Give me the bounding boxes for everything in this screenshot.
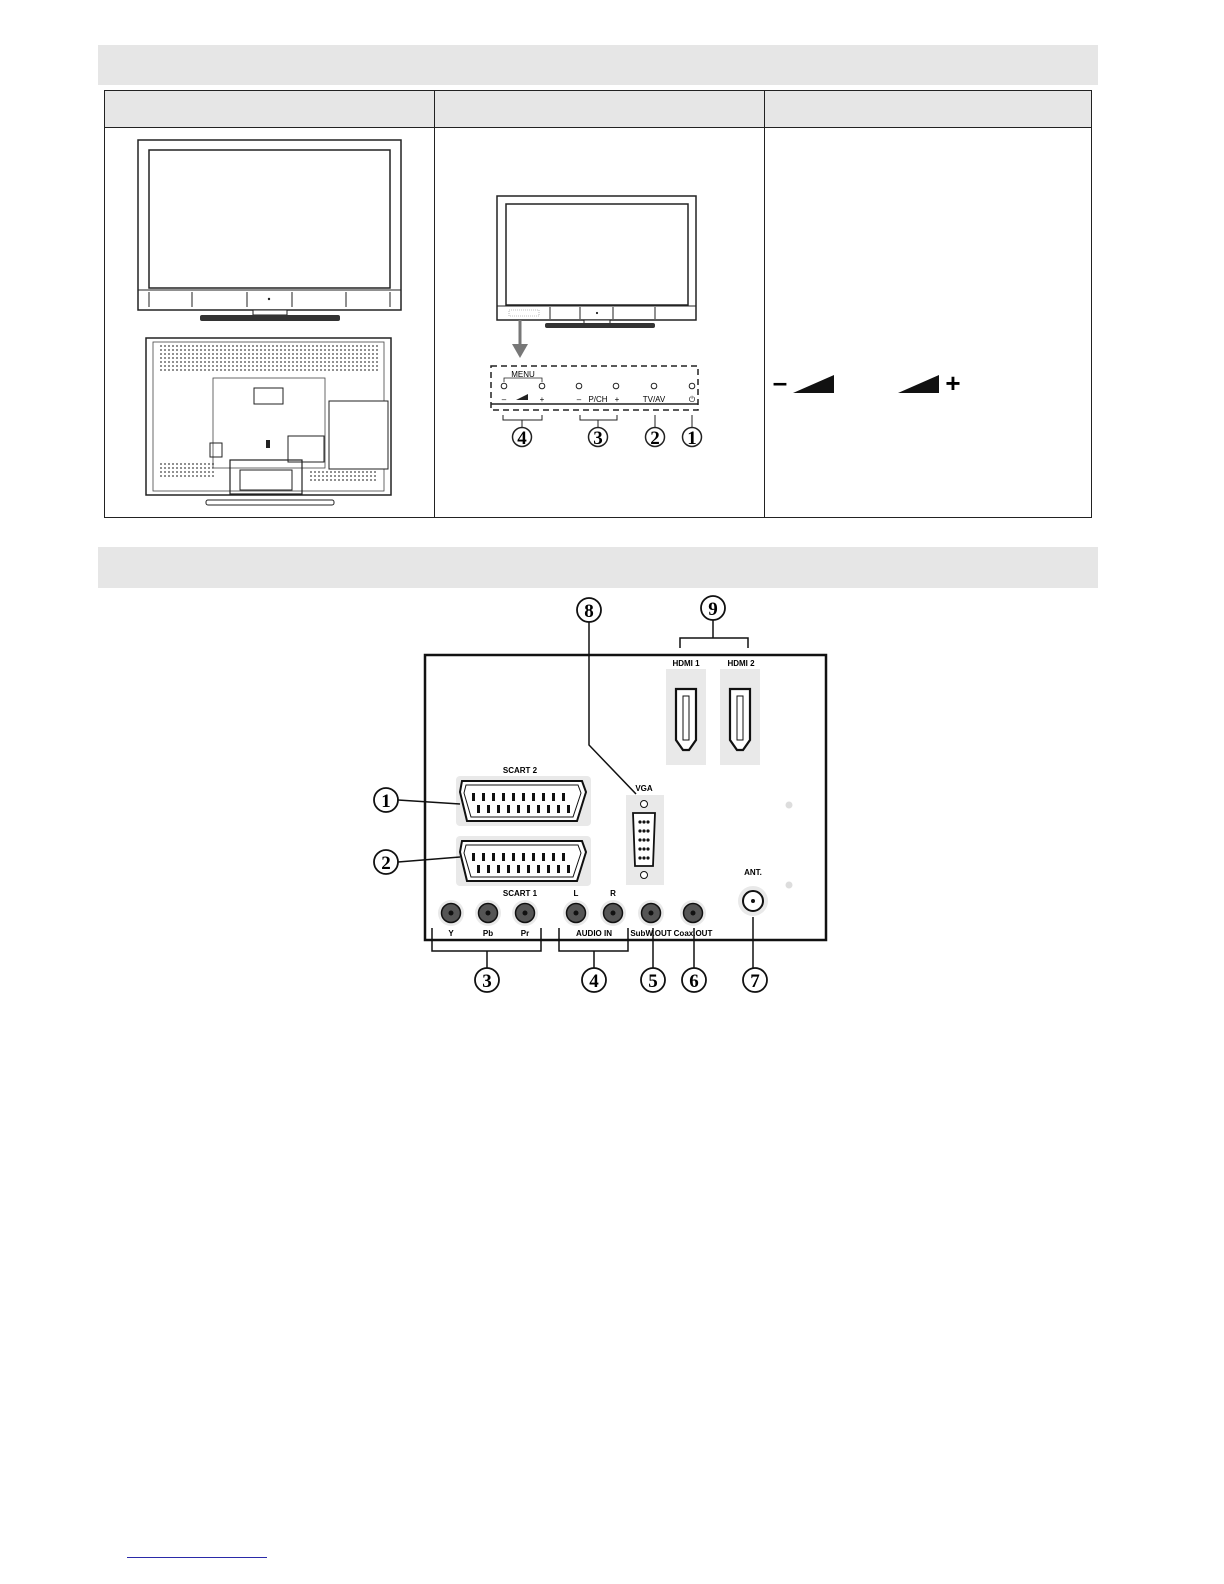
- connection-callout-6: 6: [689, 971, 699, 992]
- pch-plus-label: +: [614, 395, 620, 404]
- coax-out-label: Coax.OUT: [673, 929, 713, 938]
- subw-out-label: SubW.OUT: [630, 929, 672, 938]
- connection-callout-4: 4: [589, 971, 599, 992]
- volume-plus-sign: +: [945, 368, 961, 398]
- ant-label: ANT.: [744, 868, 762, 877]
- menu-label: MENU: [511, 370, 535, 379]
- tvav-label: TV/AV: [642, 395, 666, 404]
- pch-label: P/CH: [588, 395, 608, 404]
- menu-plus-label: +: [539, 395, 545, 404]
- connection-callout-3: 3: [482, 971, 492, 992]
- connection-callout-8: 8: [584, 601, 594, 622]
- connection-callout-7: 7: [750, 971, 760, 992]
- pch-minus-label: –: [576, 395, 582, 404]
- scart1-label: SCART 1: [502, 889, 538, 898]
- callout-3: 3: [593, 428, 603, 449]
- hdmi2-label: HDMI 2: [727, 659, 755, 668]
- hdmi2-connector: [720, 659, 760, 765]
- audio-in-label: AUDIO IN: [576, 929, 612, 938]
- hdmi1-connector: [666, 659, 706, 765]
- pr-label: Pr: [520, 929, 530, 938]
- connection-callout-2: 2: [381, 853, 391, 874]
- connection-callout-1: 1: [381, 791, 391, 812]
- power-icon: ⏻: [688, 395, 696, 404]
- audio-l-label: L: [573, 889, 579, 898]
- audio-r-label: R: [610, 889, 616, 898]
- connection-callout-9: 9: [708, 599, 718, 620]
- vga-label: VGA: [635, 784, 653, 793]
- pb-label: Pb: [482, 929, 494, 938]
- callout-1: 1: [687, 428, 697, 449]
- footer-rule: [127, 1557, 267, 1558]
- menu-minus-label: –: [501, 395, 507, 404]
- volume-minus-sign: –: [772, 367, 788, 397]
- vga-connector: [626, 784, 664, 885]
- connection-callout-5: 5: [648, 971, 658, 992]
- callout-2: 2: [650, 428, 660, 449]
- hdmi1-label: HDMI 1: [672, 659, 700, 668]
- callout-4: 4: [517, 428, 527, 449]
- scart2-label: SCART 2: [502, 766, 538, 775]
- y-label: Y: [448, 929, 454, 938]
